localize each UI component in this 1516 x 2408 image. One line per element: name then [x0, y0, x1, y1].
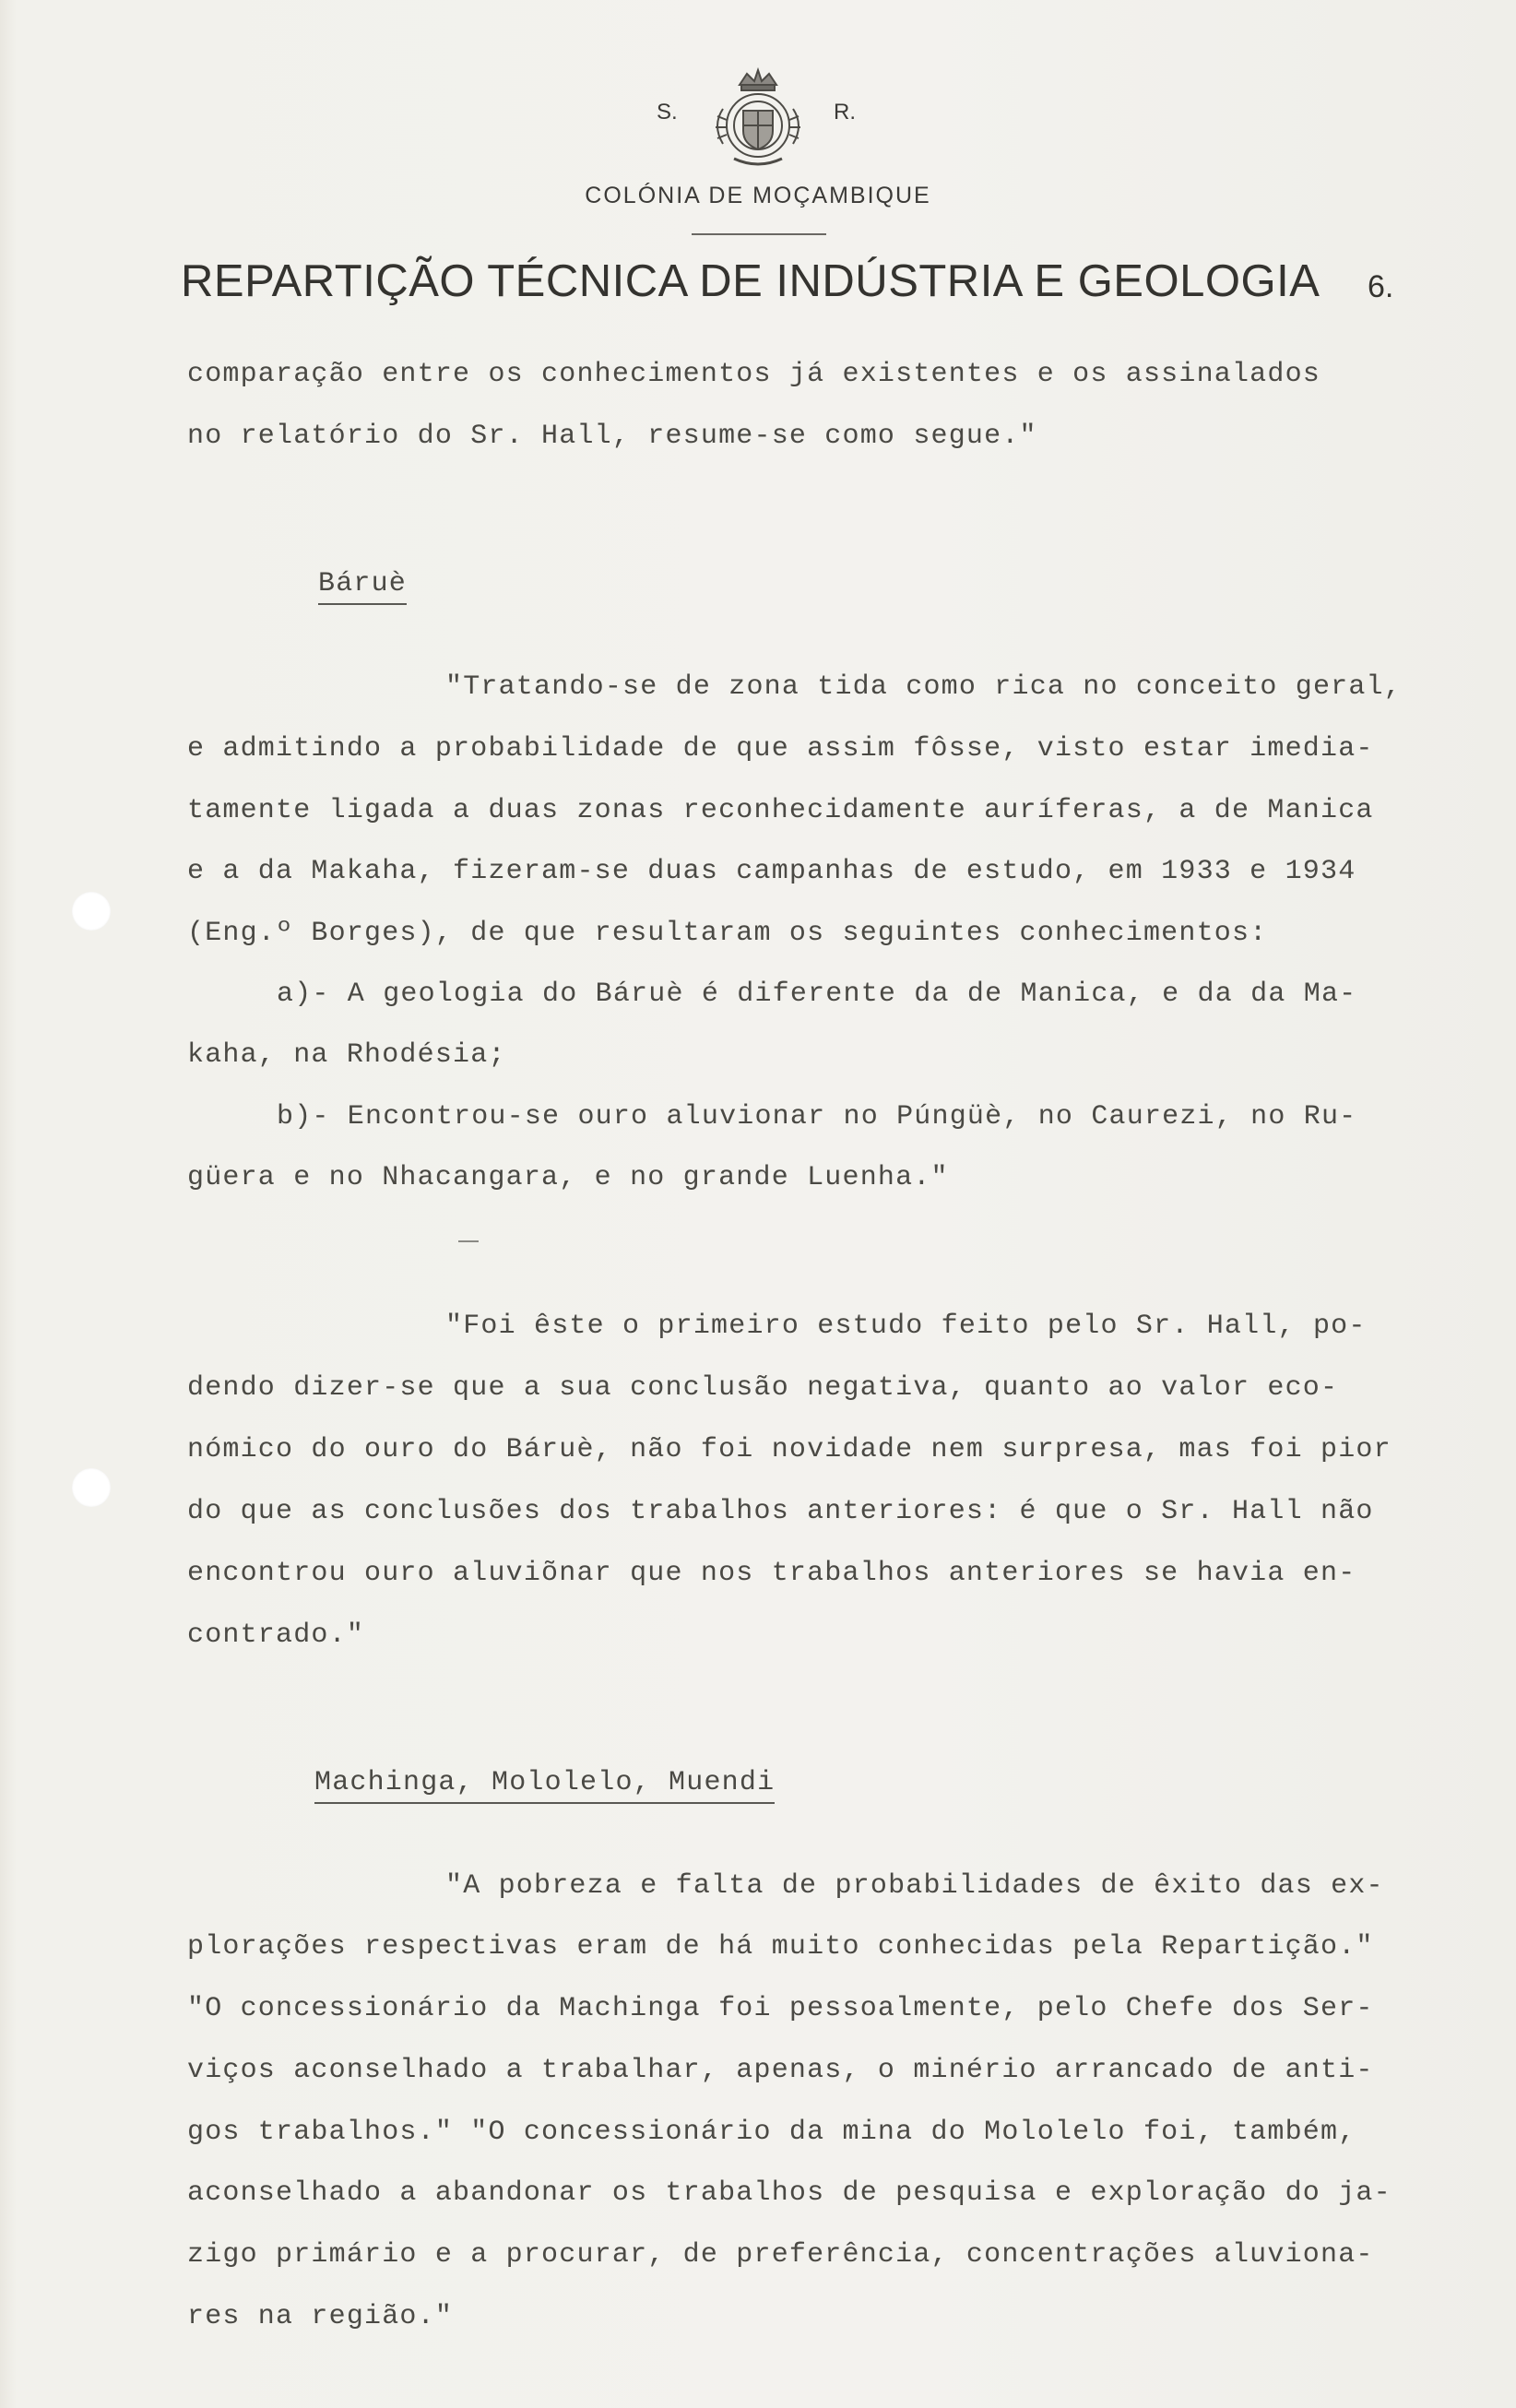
- page-number: 6.: [1368, 269, 1394, 304]
- intro-line: comparação entre os conhecimentos já existentes e os assinalados: [187, 359, 1321, 390]
- paragraph-line: e a da Makaha, fizeram-se duas campanhas de estudo, em 1933 e 1934: [187, 856, 1356, 887]
- section-heading-machinga: Machinga, Mololelo, Muendi: [314, 1767, 775, 1804]
- paragraph-line: aconselhado a abandonar os trabalhos de pesquisa e exploração do ja-: [187, 2177, 1392, 2209]
- paragraph-line: do que as conclusões dos trabalhos anteriores: é que o Sr. Hall não: [187, 1496, 1374, 1527]
- paragraph-line: plorações respectivas eram de há muito conhecidas pela Repartição.": [187, 1931, 1374, 1963]
- paragraph-line: "A pobreza e falta de probabilidades de êxito das ex-: [445, 1870, 1384, 1902]
- header-divider: [692, 233, 826, 235]
- coat-of-arms-seal-icon: [703, 65, 813, 175]
- intro-line: no relatório do Sr. Hall, resume-se como segue.": [187, 421, 1037, 452]
- list-item-line: b)- Encontrou-se ouro aluvionar no Púngüè, no Caurezi, no Ru-: [277, 1101, 1357, 1133]
- paragraph-line: viços aconselhado a trabalhar, apenas, o minério arrancado de anti-: [187, 2055, 1374, 2086]
- punch-hole-bottom: [72, 1468, 111, 1507]
- colony-name: COLÓNIA DE MOÇAMBIQUE: [585, 183, 931, 208]
- paragraph-line: encontrou ouro aluviõnar que nos trabalhos anteriores se havia en-: [187, 1558, 1356, 1589]
- seal-right-letter: R.: [834, 100, 856, 125]
- paragraph-line: nómico do ouro do Báruè, não foi novidade nem surpresa, mas foi pior: [187, 1434, 1392, 1465]
- paragraph-line: res na região.": [187, 2301, 454, 2332]
- paragraph-line: (Eng.º Borges), de que resultaram os seguintes conhecimentos:: [187, 918, 1268, 949]
- seal-left-letter: S.: [657, 100, 678, 125]
- section-heading-barue: Báruè: [318, 568, 407, 605]
- list-item-line: a)- A geologia do Báruè é diferente da de Manica, e da da Ma-: [277, 979, 1357, 1010]
- department-title: REPARTIÇÃO TÉCNICA DE INDÚSTRIA E GEOLOGIA: [181, 256, 1321, 306]
- paragraph-line: "O concessionário da Machinga foi pessoalmente, pelo Chefe dos Ser-: [187, 1993, 1374, 2024]
- stray-dash-mark: [458, 1240, 479, 1242]
- paragraph-line: e admitindo a probabilidade de que assim fôsse, visto estar imedia-: [187, 733, 1374, 765]
- paragraph-line: gos trabalhos." "O concessionário da mina do Mololelo foi, também,: [187, 2117, 1356, 2148]
- paragraph-line: dendo dizer-se que a sua conclusão negativa, quanto ao valor eco-: [187, 1372, 1339, 1404]
- paragraph-line: tamente ligada a duas zonas reconhecidamente auríferas, a de Manica: [187, 795, 1374, 826]
- letterhead-seal-row: [0, 65, 1516, 175]
- paragraph-line: "Foi êste o primeiro estudo feito pelo Sr. Hall, po-: [445, 1311, 1367, 1342]
- punch-hole-top: [72, 892, 111, 931]
- paragraph-line: "Tratando-se de zona tida como rica no conceito geral,: [445, 671, 1402, 703]
- paragraph-line: zigo primário e a procurar, de preferência, concentrações aluviona-: [187, 2239, 1374, 2271]
- list-item-line: güera e no Nhacangara, e no grande Luenha.": [187, 1162, 949, 1193]
- paragraph-line: contrado.": [187, 1619, 365, 1651]
- list-item-line: kaha, na Rhodésia;: [187, 1039, 506, 1071]
